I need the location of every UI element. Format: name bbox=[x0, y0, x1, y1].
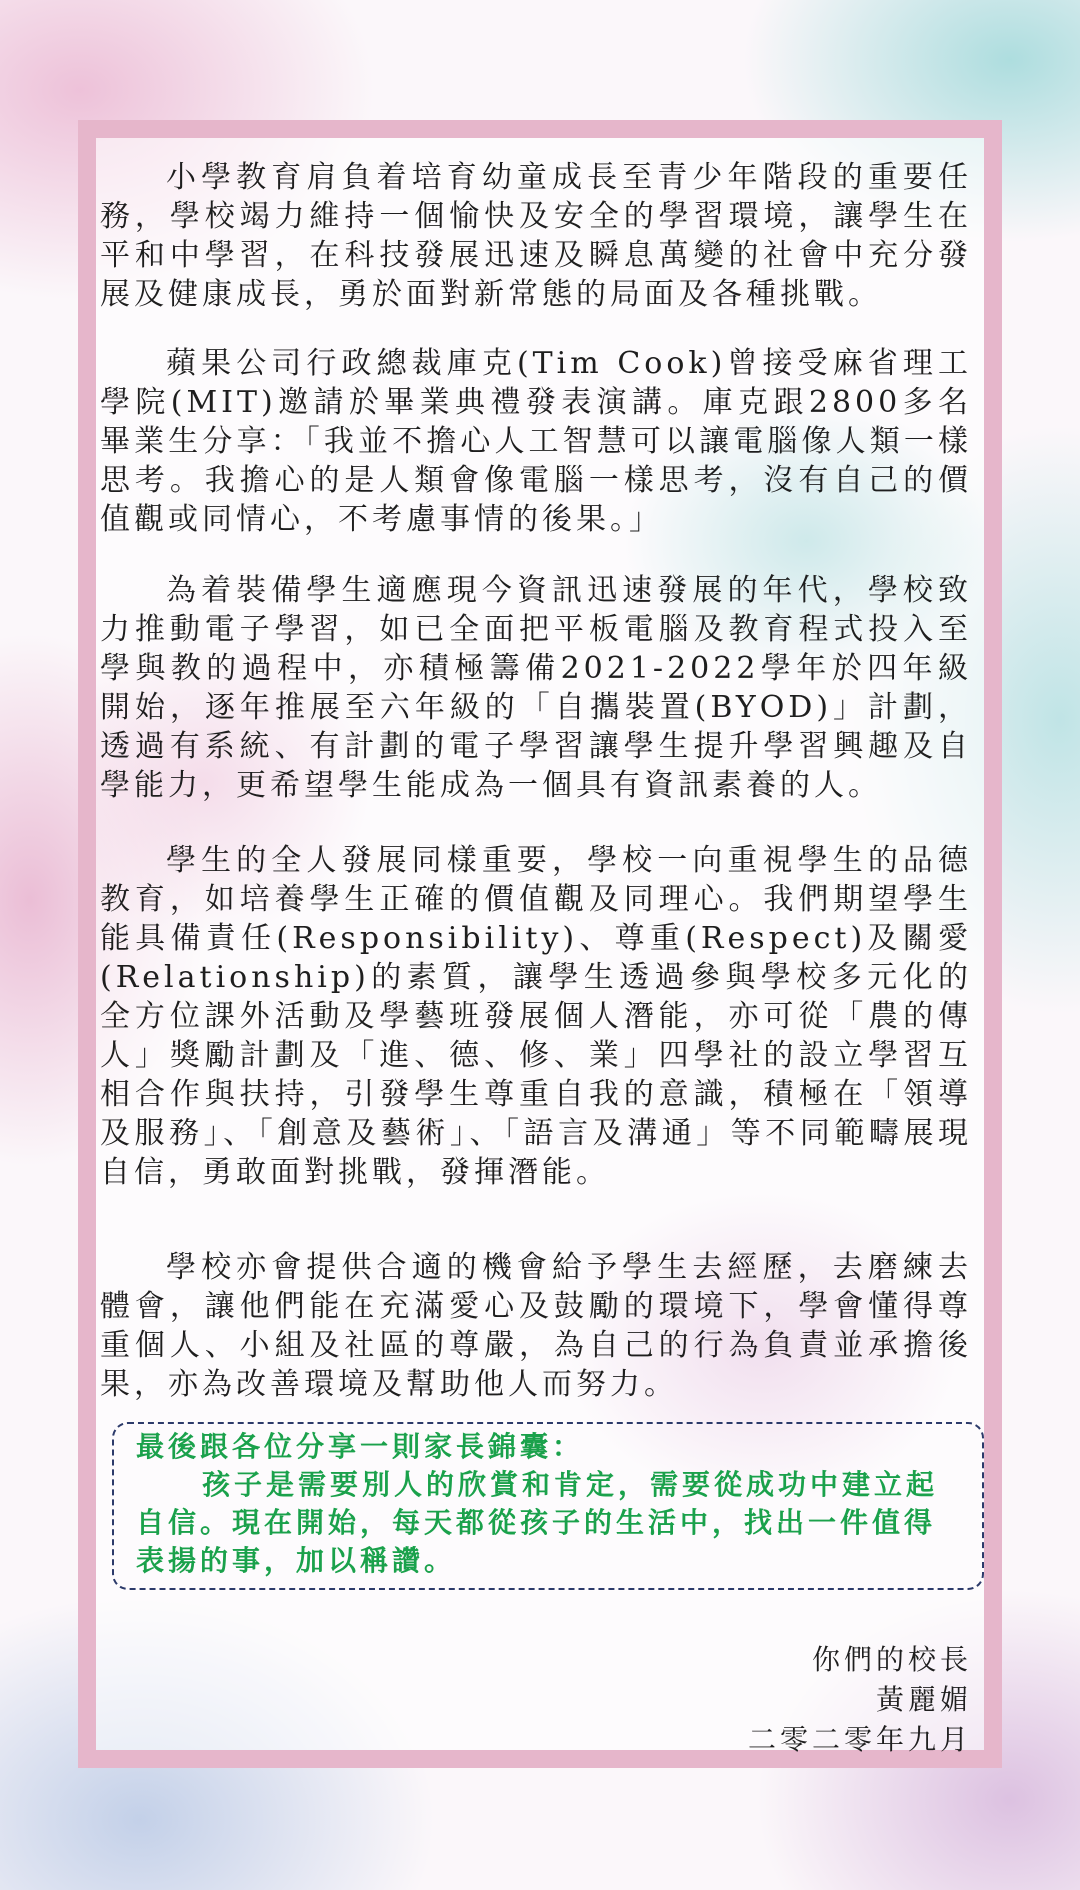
paragraph-intro: 小學教育肩負着培育幼童成長至青少年階段的重要任務，學校竭力維持一個愉快及安全的學習環境，讓學生在平和中學習，在科技發展迅速及瞬息萬變的社會中充分發展及健康成長，勇於面對新常態的局面及各種挑戰。 bbox=[100, 160, 972, 312]
signature-block bbox=[748, 1640, 972, 1760]
signature-name: 黃麗媚 bbox=[875, 1683, 972, 1716]
paragraph-whole-person: 學生的全人發展同樣重要，學校一向重視學生的品德教育，如培養學生正確的價值觀及同理心。我們期望學生能具備責任(Responsibility)、尊重(Respect)及關愛(Relationship)的素質，讓學生透過參與學校多元化的全方位課外活動及學藝班發展個人潛能，亦可從「農的傳人」獎勵計劃及「進、德、修、業」四學社的設立學習互相合作與扶持，引發學生尊重自我的意識，積極在「領導及服務」、「創意及藝術」、「語言及溝通」等不同範疇展現自信，勇敢面對挑戰，發揮潛能。 bbox=[100, 843, 972, 1190]
parent-tips-title: 最後跟各位分享一則家長錦囊： bbox=[136, 1430, 585, 1463]
parent-tips-box bbox=[112, 1422, 984, 1590]
paragraph-e-learning: 為着裝備學生適應現今資訊迅速發展的年代，學校致力推動電子學習，如已全面把平板電腦及教育程式投入至學與教的過程中，亦積極籌備2021-2022學年於四年級開始，逐年推展至六年級的「自攜裝置(BYOD)」計劃，透過有系統、有計劃的電子學習讓學生提升學習興趣及自學能力，更希望學生能成為一個具有資訊素養的人。 bbox=[100, 573, 972, 803]
paragraph-tim-cook: 蘋果公司行政總裁庫克(Tim Cook)曾接受麻省理工學院(MIT)邀請於畢業典禮發表演講。庫克跟2800多名畢業生分享：「我並不擔心人工智慧可以讓電腦像人類一樣思考。我擔心的是人類會像電腦一樣思考，沒有自己的價值觀或同情心，不考慮事情的後果。」 bbox=[100, 346, 972, 537]
parent-tips-body: 孩子是需要別人的欣賞和肯定，需要從成功中建立起自信。現在開始，每天都從孩子的生活中，找出一件值得表揚的事，加以稱讚。 bbox=[136, 1468, 939, 1577]
signature-closing: 你們的校長 bbox=[811, 1643, 972, 1676]
letter-body bbox=[100, 158, 972, 1590]
signature-date: 二零二零年九月 bbox=[747, 1723, 972, 1756]
paragraph-opportunities: 學校亦會提供合適的機會給予學生去經歷，去磨練去體會，讓他們能在充滿愛心及鼓勵的環境下，學會懂得尊重個人、小組及社區的尊嚴，為自己的行為負責並承擔後果，亦為改善環境及幫助他人而努力。 bbox=[100, 1250, 972, 1402]
